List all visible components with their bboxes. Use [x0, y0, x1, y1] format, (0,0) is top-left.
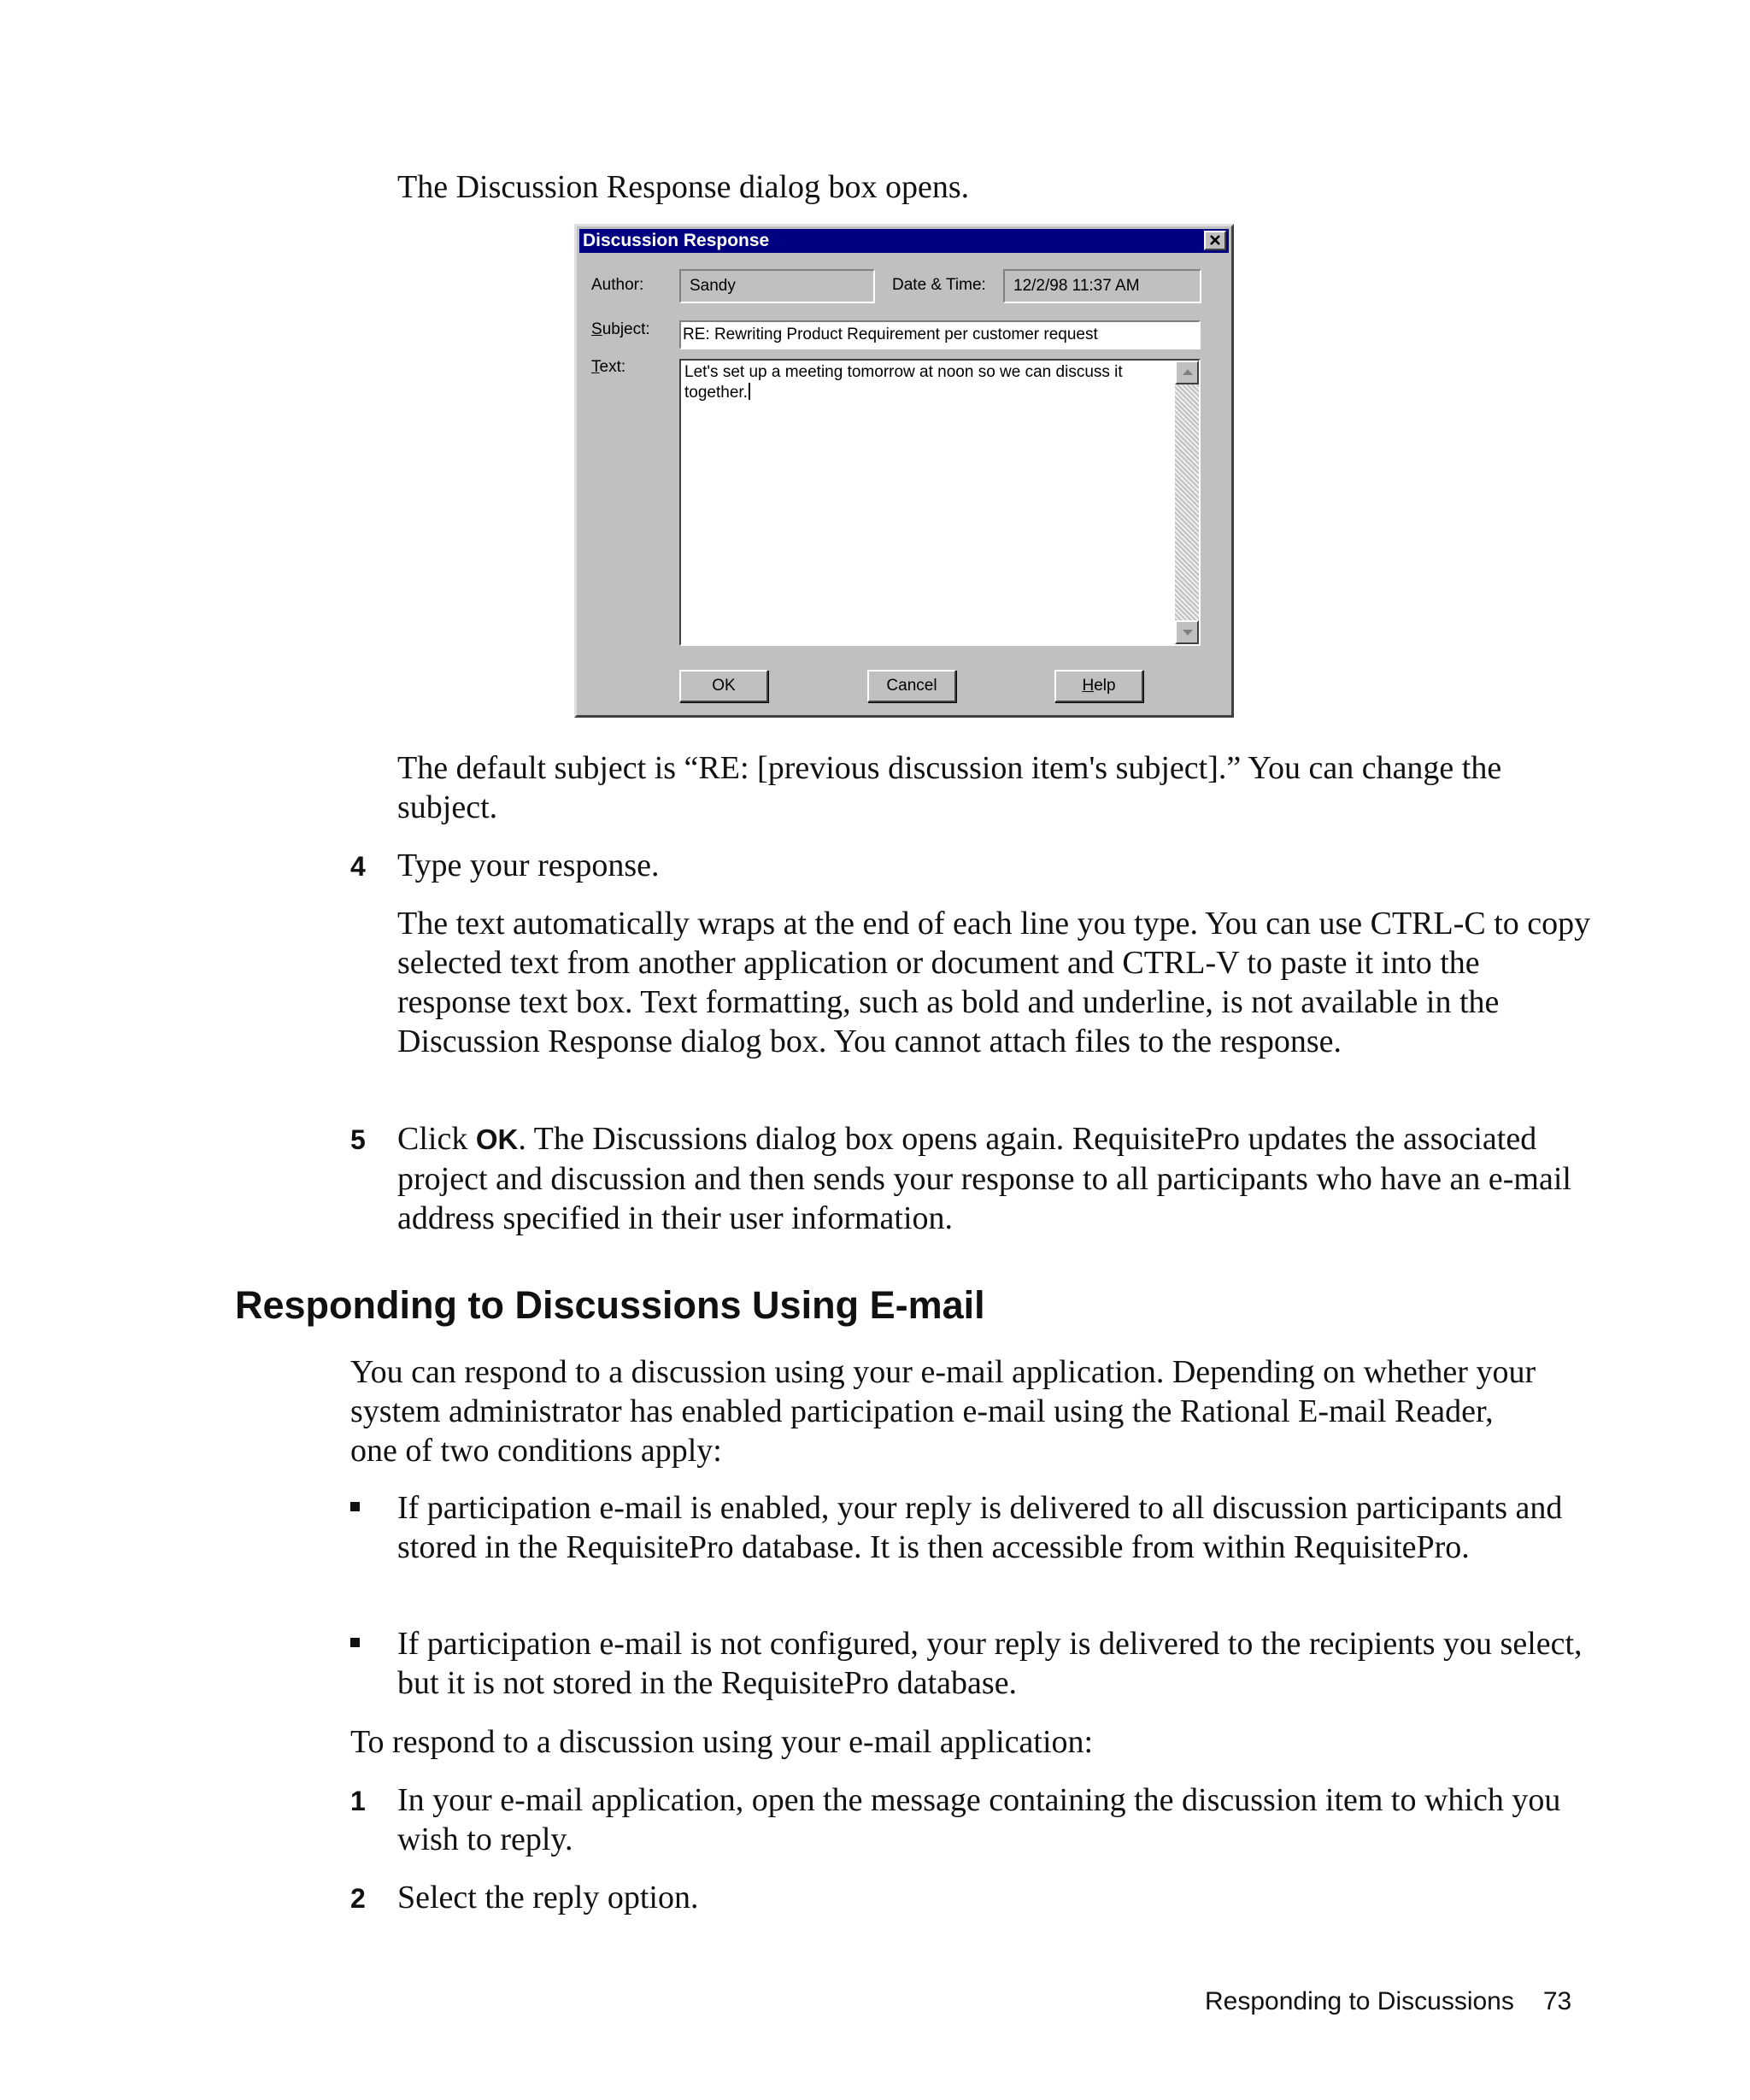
vertical-scrollbar[interactable] — [1175, 361, 1199, 644]
step-5-body: . The Discussions dialog box opens again. RequisitePro updates the associated project and discussion and then sends your response to all participants who have an e-mail address specified in their user information. — [397, 1121, 1571, 1236]
procedure-intro: To respond to a discussion using your e-mail application: — [350, 1724, 1094, 1760]
text-label-text: ext: — [599, 358, 626, 376]
response-text: Let's set up a meeting tomorrow at noon so we can discuss it together. — [684, 363, 1123, 402]
bullet-item: If participation e-mail is enabled, your reply is delivered to all discussion participants and stored in the RequisitePro database. It is then accessible from within RequisitePro. — [397, 1490, 1563, 1565]
subject-mnemonic: S — [591, 320, 602, 338]
help-button[interactable] — [1054, 670, 1143, 702]
scroll-up-button[interactable] — [1175, 361, 1199, 384]
text-caret — [749, 383, 750, 400]
section-heading: Responding to Discussions Using E-mail — [235, 1283, 985, 1327]
text-mnemonic: T — [591, 358, 600, 376]
page-footer — [1205, 1985, 1571, 2019]
step-4-number: 4 — [350, 851, 366, 882]
scroll-down-button[interactable] — [1175, 620, 1199, 644]
step-1-number: 1 — [350, 1786, 366, 1816]
default-subject-text: The default subject is “RE: [previous discussion item's subject].” You can change the subject. — [397, 750, 1502, 825]
author-field: Sandy — [679, 269, 875, 303]
bullet-marker — [350, 1502, 360, 1511]
dialog-title: Discussion Response — [583, 231, 770, 250]
step-5-text — [397, 1119, 1594, 1238]
page-number: 73 — [1542, 1987, 1572, 2015]
arrow-down-icon — [1183, 630, 1193, 636]
datetime-label: Date & Time: — [892, 276, 986, 294]
subject-label — [591, 320, 650, 340]
bullet-item: If participation e-mail is not configured, your reply is delivered to the recipients you select, but it is not stored in the RequisitePro database. — [397, 1626, 1583, 1701]
step-4-text: Type your response. — [397, 848, 660, 883]
subject-input[interactable]: RE: Rewriting Product Requirement per customer request — [679, 320, 1201, 349]
step-2-text: Select the reply option. — [397, 1880, 699, 1915]
cancel-button[interactable]: Cancel — [867, 670, 956, 702]
step-5-prefix: Click — [397, 1121, 476, 1157]
bullet-marker — [350, 1638, 360, 1647]
discussion-response-dialog — [574, 224, 1234, 718]
author-label: Author: — [591, 276, 644, 294]
help-label-text: elp — [1094, 677, 1116, 695]
help-mnemonic: H — [1082, 677, 1095, 695]
response-textarea[interactable] — [679, 359, 1201, 646]
step-5-ok: OK — [475, 1123, 519, 1155]
step-2-number: 2 — [350, 1883, 366, 1914]
arrow-up-icon — [1183, 369, 1193, 375]
close-icon — [1206, 232, 1224, 249]
datetime-field: 12/2/98 11:37 AM — [1003, 269, 1201, 303]
close-button[interactable] — [1204, 231, 1226, 250]
dialog-titlebar — [579, 229, 1229, 253]
step-1-text: In your e-mail application, open the message containing the discussion item to which you wish to reply. — [397, 1782, 1561, 1857]
intro-text: The Discussion Response dialog box opens. — [397, 169, 970, 205]
step-4-detail: The text automatically wraps at the end of each line you type. You can use CTRL-C to copy selected text from another application or document and CTRL-V to paste it into the response text box. Text formatting, such as bold and underline, is not available in the Discussion Response dialog box. You cannot attach files to the response. — [397, 906, 1591, 1059]
footer-section: Responding to Discussions — [1205, 1987, 1514, 2015]
section-intro: You can respond to a discussion using your e-mail application. Depending on whether your system administrator has enabled participation e-mail using the Rational E-mail Reader, one of two conditions apply: — [350, 1354, 1536, 1469]
subject-label-text: ubject: — [602, 320, 650, 338]
step-5-number: 5 — [350, 1124, 366, 1155]
ok-button[interactable]: OK — [679, 670, 768, 702]
text-label — [591, 357, 625, 378]
